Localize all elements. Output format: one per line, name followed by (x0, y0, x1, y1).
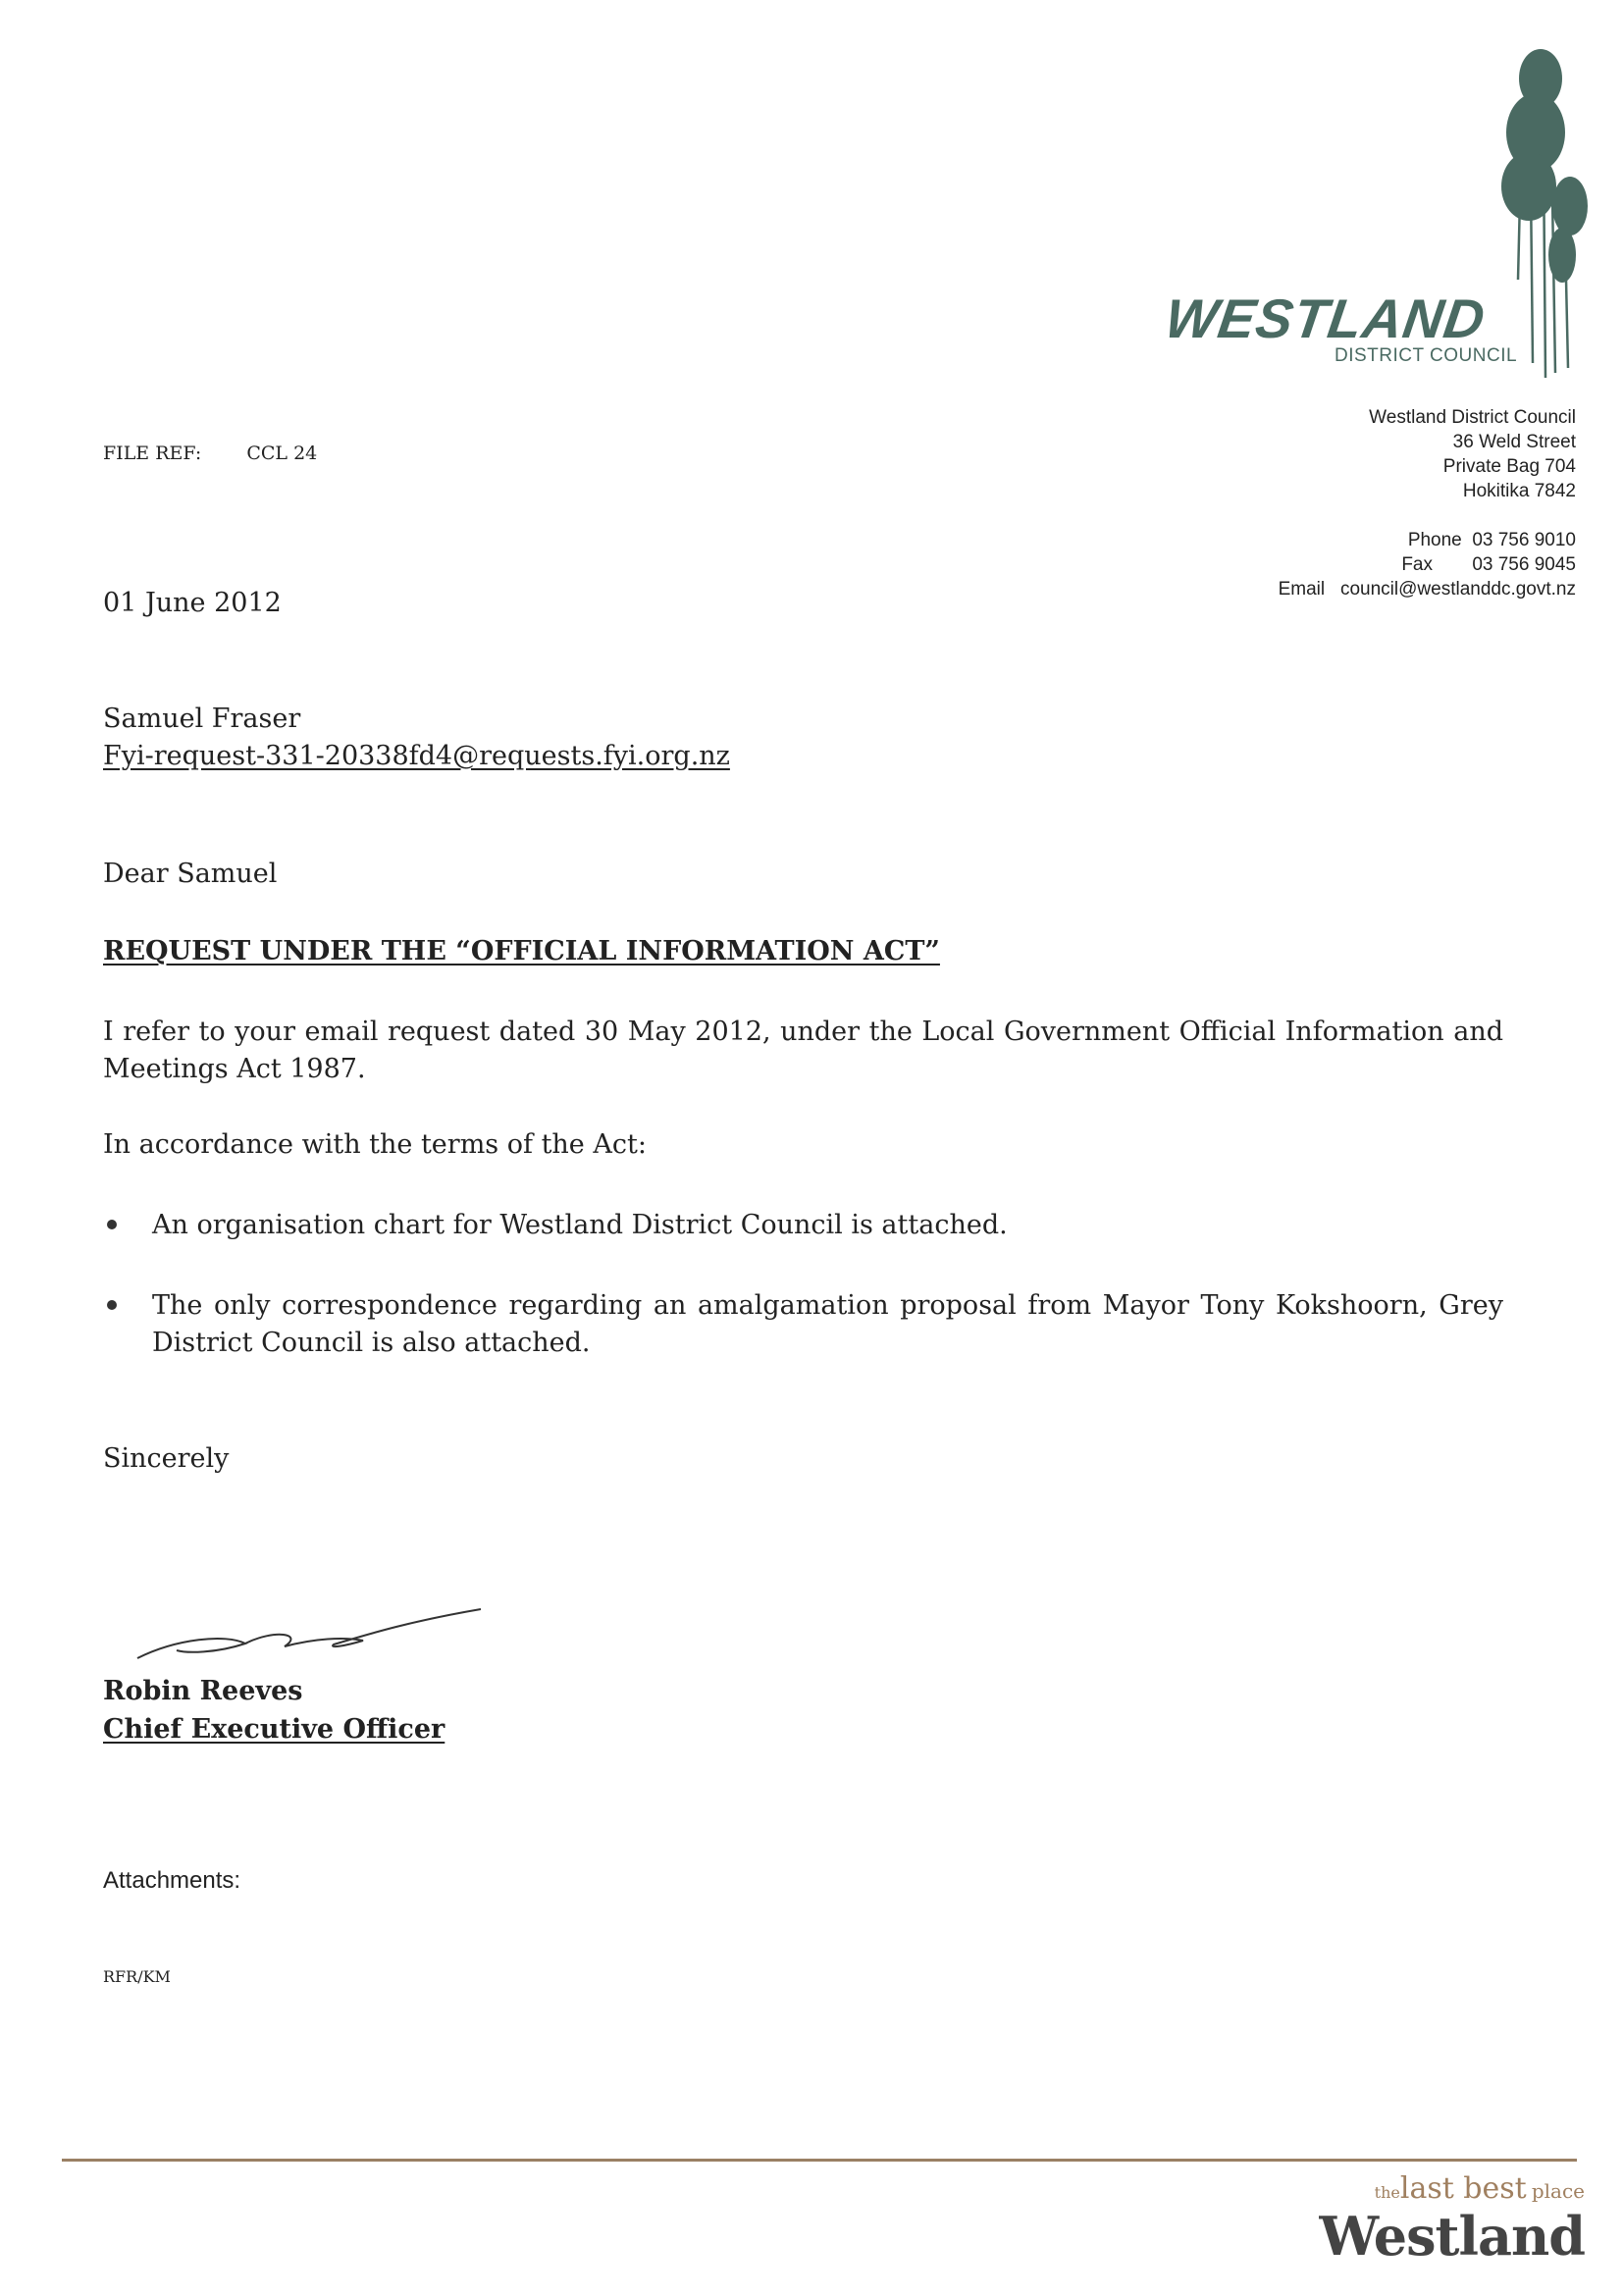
signatory-name: Robin Reeves (103, 1676, 303, 1706)
file-ref-label: FILE REF: (103, 443, 202, 464)
logo-wordmark: WESTLAND (1161, 287, 1490, 349)
signatory (103, 1672, 445, 1748)
council-logo (1158, 39, 1590, 392)
recipient (103, 701, 730, 775)
list-item-text: An organisation chart for Westland District Council is attached. (152, 1210, 1008, 1240)
closing: Sincerely (103, 1443, 230, 1474)
tagline-the: the (1374, 2183, 1400, 2202)
signature (118, 1599, 510, 1678)
fax-label: Fax (1401, 554, 1434, 575)
file-ref (103, 443, 317, 464)
letter-date: 01 June 2012 (103, 588, 282, 618)
bullet-list (103, 1207, 1503, 1405)
address-line: Hokitika 7842 (1462, 481, 1576, 501)
footer-tagline (1310, 2173, 1585, 2209)
logo-subtitle: DISTRICT COUNCIL (1335, 345, 1518, 366)
address-line: Westland District Council (1369, 407, 1576, 428)
email-label: Email (1278, 579, 1326, 600)
attachments-label: Attachments: (103, 1867, 241, 1894)
list-item (103, 1207, 1503, 1244)
footer-rule (62, 2159, 1577, 2162)
list-item-text: The only correspondence regarding an amalgamation proposal from Mayor Tony Kokshoorn, Grey District Council is also attached. (152, 1290, 1503, 1358)
council-email: council@westlanddc.govt.nz (1339, 579, 1576, 600)
fax-line (1279, 552, 1576, 577)
footer-brand: Westland (1319, 2205, 1585, 2268)
subject-heading: REQUEST UNDER THE “OFFICIAL INFORMATION ACT” (103, 936, 940, 966)
tagline-main: last best (1399, 2171, 1527, 2206)
council-address (1279, 405, 1576, 601)
bullet-icon (107, 1220, 117, 1229)
salutation: Dear Samuel (103, 859, 278, 889)
footer-logo (1310, 2171, 1585, 2268)
phone-label: Phone (1407, 530, 1462, 550)
address-line: Private Bag 704 (1442, 456, 1576, 477)
recipient-name: Samuel Fraser (103, 704, 301, 734)
phone-number: 03 756 9010 (1472, 530, 1576, 550)
list-item (103, 1287, 1503, 1362)
fax-number: 03 756 9045 (1472, 554, 1576, 575)
file-ref-value: CCL 24 (246, 443, 318, 464)
bullet-icon (107, 1300, 117, 1310)
address-line: 36 Weld Street (1452, 432, 1576, 452)
reference-initials: RFR/KM (103, 1967, 171, 1986)
phone-line (1279, 528, 1576, 552)
paragraph-1: I refer to your email request dated 30 May 2012, under the Local Government Official Information and Meetings Act 1987. (103, 1017, 1503, 1084)
tagline-place: place (1531, 2179, 1585, 2203)
email-line (1279, 577, 1576, 601)
recipient-email[interactable]: Fyi-request-331-20338fd4@requests.fyi.org.nz (103, 741, 730, 771)
signatory-title: Chief Executive Officer (103, 1714, 445, 1745)
paragraph-2: In accordance with the terms of the Act: (103, 1129, 647, 1160)
